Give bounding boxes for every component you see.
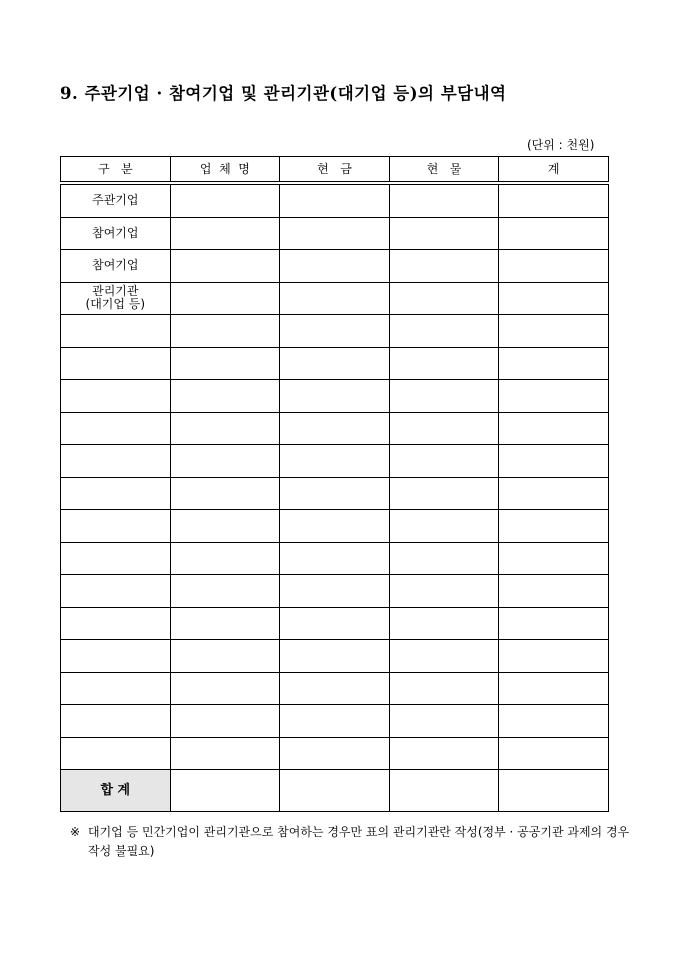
page-title: 9. 주관기업 · 참여기업 및 관리기관(대기업 등)의 부담내역: [60, 84, 507, 103]
header-cash: 현 금: [280, 157, 390, 184]
row-cash-cell[interactable]: [280, 412, 390, 445]
row-cash-cell[interactable]: [280, 315, 390, 348]
row-category-cell: [61, 282, 171, 315]
row-in-kind-cell[interactable]: [389, 672, 499, 705]
row-in-kind-cell[interactable]: [389, 705, 499, 738]
row-company-cell[interactable]: [170, 477, 280, 510]
row-in-kind-cell[interactable]: [389, 575, 499, 608]
row-cash-cell[interactable]: [280, 217, 390, 250]
row-cash-cell[interactable]: [280, 380, 390, 413]
row-cash-cell[interactable]: [280, 737, 390, 770]
total-sum-cell[interactable]: [499, 770, 609, 812]
row-company-cell[interactable]: [170, 445, 280, 478]
row-company-cell[interactable]: [170, 183, 280, 217]
row-company-cell[interactable]: [170, 282, 280, 315]
row-category-cell: [61, 640, 171, 673]
row-in-kind-cell[interactable]: [389, 477, 499, 510]
table-header-row: [61, 157, 609, 184]
header-company-name: 업 체 명: [170, 157, 280, 184]
row-category-cell: [61, 575, 171, 608]
row-category-label: 참여기업: [92, 258, 139, 273]
row-company-cell[interactable]: [170, 250, 280, 283]
total-row: [61, 770, 609, 812]
row-cash-cell[interactable]: [280, 672, 390, 705]
row-category-cell: [61, 607, 171, 640]
row-cash-cell[interactable]: [280, 575, 390, 608]
row-category-cell: [61, 183, 171, 217]
total-cash-cell[interactable]: [280, 770, 390, 812]
row-category-cell: [61, 737, 171, 770]
row-category-cell: [61, 217, 171, 250]
row-company-cell[interactable]: [170, 380, 280, 413]
footnote: [70, 823, 630, 861]
table-row: [61, 282, 609, 315]
row-in-kind-cell[interactable]: [389, 412, 499, 445]
row-category-sublabel: (대기업 등): [85, 297, 146, 312]
row-company-cell[interactable]: [170, 347, 280, 380]
row-sum-cell[interactable]: [499, 607, 609, 640]
row-in-kind-cell[interactable]: [389, 250, 499, 283]
total-company-cell[interactable]: [170, 770, 280, 812]
table-row: [61, 250, 609, 283]
row-sum-cell[interactable]: [499, 510, 609, 543]
table-row: [61, 445, 609, 478]
row-in-kind-cell[interactable]: [389, 510, 499, 543]
row-sum-cell[interactable]: [499, 705, 609, 738]
total-in-kind-cell[interactable]: [389, 770, 499, 812]
row-in-kind-cell[interactable]: [389, 640, 499, 673]
row-sum-cell[interactable]: [499, 315, 609, 348]
table-row: [61, 640, 609, 673]
row-sum-cell[interactable]: [499, 347, 609, 380]
row-cash-cell[interactable]: [280, 705, 390, 738]
row-in-kind-cell[interactable]: [389, 607, 499, 640]
unit-note: (단위 : 천원): [527, 138, 595, 152]
table-row: [61, 705, 609, 738]
row-category-cell: [61, 315, 171, 348]
row-company-cell[interactable]: [170, 412, 280, 445]
row-company-cell[interactable]: [170, 217, 280, 250]
table-row: [61, 347, 609, 380]
row-sum-cell[interactable]: [499, 445, 609, 478]
row-sum-cell[interactable]: [499, 542, 609, 575]
row-category-label: 참여기업: [92, 225, 139, 240]
row-sum-cell[interactable]: [499, 640, 609, 673]
row-category-cell: [61, 250, 171, 283]
row-sum-cell[interactable]: [499, 250, 609, 283]
row-company-cell[interactable]: [170, 510, 280, 543]
row-sum-cell[interactable]: [499, 412, 609, 445]
header-category: 구 분: [61, 157, 171, 184]
row-category-cell: [61, 542, 171, 575]
row-category-cell: [61, 380, 171, 413]
row-category-cell: [61, 347, 171, 380]
row-category-cell: [61, 510, 171, 543]
table-row: [61, 380, 609, 413]
row-sum-cell[interactable]: [499, 217, 609, 250]
footnote-text: 대기업 등 민간기업이 관리기관으로 참여하는 경우만 표의 관리기관란 작성(정부 · 공공기관 과제의 경우 작성 불필요): [88, 825, 630, 858]
row-in-kind-cell[interactable]: [389, 445, 499, 478]
burden-table: [60, 156, 609, 812]
row-category-label: 주관기업: [92, 193, 139, 208]
row-cash-cell[interactable]: [280, 250, 390, 283]
table-row: [61, 183, 609, 217]
row-cash-cell[interactable]: [280, 183, 390, 217]
row-category-cell: [61, 705, 171, 738]
row-sum-cell[interactable]: [499, 672, 609, 705]
table-row: [61, 477, 609, 510]
table-row: [61, 672, 609, 705]
table-row: [61, 315, 609, 348]
row-cash-cell[interactable]: [280, 607, 390, 640]
row-company-cell[interactable]: [170, 575, 280, 608]
row-cash-cell[interactable]: [280, 477, 390, 510]
row-in-kind-cell[interactable]: [389, 282, 499, 315]
row-sum-cell[interactable]: [499, 282, 609, 315]
row-sum-cell[interactable]: [499, 477, 609, 510]
row-company-cell[interactable]: [170, 672, 280, 705]
row-company-cell[interactable]: [170, 705, 280, 738]
row-sum-cell[interactable]: [499, 183, 609, 217]
header-total: 계: [499, 157, 609, 184]
row-company-cell[interactable]: [170, 542, 280, 575]
row-category-label: 관리기관: [92, 284, 139, 299]
row-cash-cell[interactable]: [280, 445, 390, 478]
total-label: 합 계: [61, 770, 171, 812]
row-cash-cell[interactable]: [280, 640, 390, 673]
table-row: [61, 510, 609, 543]
row-in-kind-cell[interactable]: [389, 380, 499, 413]
row-in-kind-cell[interactable]: [389, 217, 499, 250]
table-row: [61, 217, 609, 250]
row-sum-cell[interactable]: [499, 737, 609, 770]
row-cash-cell[interactable]: [280, 282, 390, 315]
row-sum-cell[interactable]: [499, 575, 609, 608]
table-row: [61, 607, 609, 640]
row-cash-cell[interactable]: [280, 347, 390, 380]
header-in-kind: 현 물: [389, 157, 499, 184]
row-in-kind-cell[interactable]: [389, 315, 499, 348]
row-company-cell[interactable]: [170, 737, 280, 770]
row-company-cell[interactable]: [170, 607, 280, 640]
row-category-cell: [61, 412, 171, 445]
row-cash-cell[interactable]: [280, 542, 390, 575]
row-category-cell: [61, 477, 171, 510]
row-in-kind-cell[interactable]: [389, 542, 499, 575]
table-row: [61, 412, 609, 445]
reference-mark-icon: ※: [70, 825, 81, 839]
row-company-cell[interactable]: [170, 315, 280, 348]
row-category-cell: [61, 672, 171, 705]
row-company-cell[interactable]: [170, 640, 280, 673]
row-in-kind-cell[interactable]: [389, 737, 499, 770]
table-row: [61, 575, 609, 608]
table-row: [61, 542, 609, 575]
row-in-kind-cell[interactable]: [389, 183, 499, 217]
row-cash-cell[interactable]: [280, 510, 390, 543]
row-in-kind-cell[interactable]: [389, 347, 499, 380]
table-row: [61, 737, 609, 770]
row-category-cell: [61, 445, 171, 478]
row-sum-cell[interactable]: [499, 380, 609, 413]
